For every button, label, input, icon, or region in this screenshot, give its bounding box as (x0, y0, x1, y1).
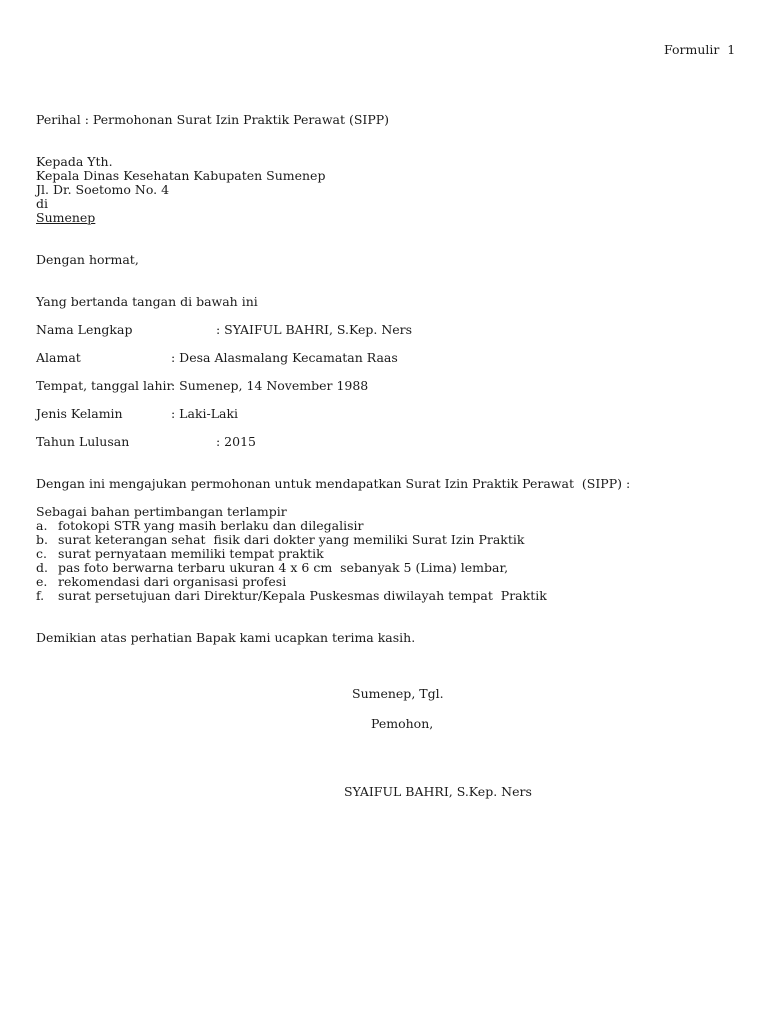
field-value-birth: : Sumenep, 14 November 1988 (171, 378, 369, 393)
subject-line: Perihal : Permohonan Surat Izin Praktik Perawat (SIPP) (36, 112, 390, 127)
greeting: Dengan hormat, (36, 252, 139, 267)
list-item-marker: f. (36, 588, 45, 603)
field-label-birth: Tempat, tanggal lahir (36, 378, 173, 393)
field-label-name: Nama Lengkap (36, 322, 133, 337)
recipient-address: Jl. Dr. Soetomo No. 4 (36, 182, 170, 197)
recipient-city: Sumenep (36, 210, 96, 225)
list-item: surat pernyataan memiliki tempat praktik (58, 546, 324, 561)
attachments-intro: Sebagai bahan pertimbangan terlampir (36, 504, 287, 519)
closing-line: Demikian atas perhatian Bapak kami ucapkan terima kasih. (36, 630, 416, 645)
list-item-marker: d. (36, 560, 48, 575)
list-item: surat persetujuan dari Direktur/Kepala Puskesmas diwilayah tempat Praktik (58, 588, 547, 603)
list-item-marker: e. (36, 574, 48, 589)
field-label-graduation: Tahun Lulusan (36, 434, 130, 449)
request-line: Dengan ini mengajukan permohonan untuk mendapatkan Surat Izin Praktik Perawat (SIPP) : (36, 476, 631, 491)
list-item: rekomendasi dari organisasi profesi (58, 574, 287, 589)
list-item-marker: c. (36, 546, 47, 561)
list-item: surat keterangan sehat fisik dari dokter yang memiliki Surat Izin Praktik (58, 532, 525, 547)
form-number: Formulir 1 (664, 42, 736, 57)
list-item: pas foto berwarna terbaru ukuran 4 x 6 cm sebanyak 5 (Lima) lembar, (58, 560, 509, 575)
field-value-name: : SYAIFUL BAHRI, S.Kep. Ners (216, 322, 413, 337)
recipient-salutation: Kepada Yth. (36, 154, 113, 169)
signature-place-date: Sumenep, Tgl. (352, 686, 444, 701)
list-item-marker: b. (36, 532, 48, 547)
signature-role: Pemohon, (371, 716, 434, 731)
field-value-graduation: : 2015 (216, 434, 256, 449)
field-value-gender: : Laki-Laki (171, 406, 239, 421)
field-value-address: : Desa Alasmalang Kecamatan Raas (171, 350, 398, 365)
field-label-gender: Jenis Kelamin (36, 406, 123, 421)
recipient-di: di (36, 196, 48, 211)
field-label-address: Alamat (36, 350, 81, 365)
recipient-office: Kepala Dinas Kesehatan Kabupaten Sumenep (36, 168, 326, 183)
signature-name: SYAIFUL BAHRI, S.Kep. Ners (344, 784, 532, 799)
list-item-marker: a. (36, 518, 48, 533)
intro-line: Yang bertanda tangan di bawah ini (36, 294, 258, 309)
list-item: fotokopi STR yang masih berlaku dan dilegalisir (58, 518, 364, 533)
